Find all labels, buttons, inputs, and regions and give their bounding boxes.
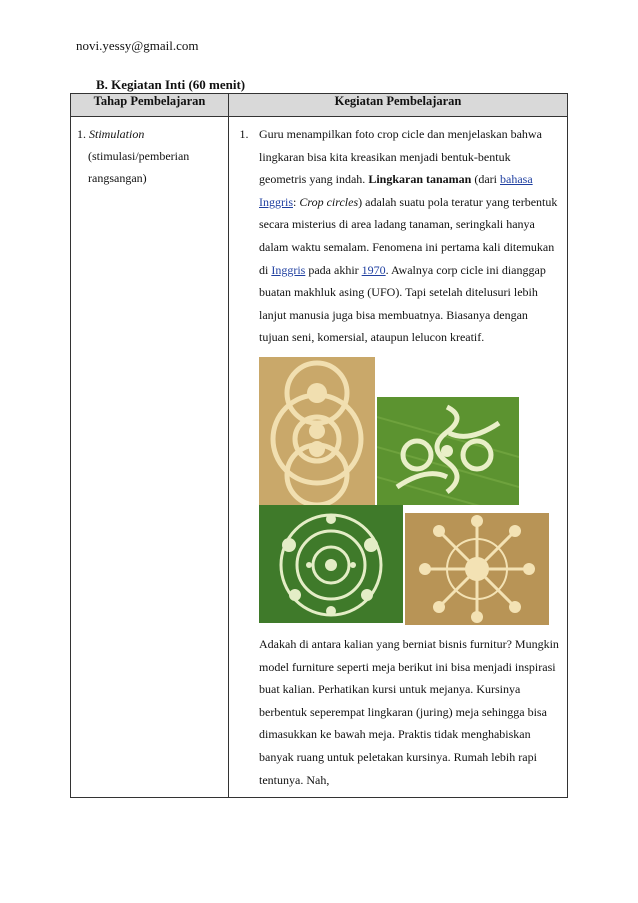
p1-text-a: Guru menampilkan foto crop cicle dan menjelaskan bahwa lingkaran bisa kita kreasikan menjadi bentuk-bentuk geometris yang indah. — [259, 127, 542, 187]
crop-circle-photo-4 — [405, 513, 549, 625]
activity-number: 1. — [239, 127, 249, 141]
crop-circle-photo-3 — [259, 505, 403, 623]
lesson-table — [70, 93, 568, 798]
link-bahasa-inggris[interactable]: bahasa Inggris — [259, 172, 533, 209]
section-title: B. Kegiatan Inti (60 menit) — [96, 77, 246, 92]
p1-text-d: ) adalah suatu pola teratur yang terbentuk secara misterius di area ladang tanaman, seringkali hanya dalam waktu semalam. Fenomena ini pertama kali ditemukan di — [259, 194, 558, 277]
activity-paragraph-2: Adakah di antara kalian yang berniat bisnis furnitur? Mungkin model furniture seperti meja berikut ini bisa menjadi inspirasi buat kalian. Perhatikan kursi untuk mejanya. Kursinya berbentuk seperempat lingkaran (juring) meja sehingga bisa dimasukkan ke bawah meja. Praktis tidak menghabiskan banyak ruang untuk peletakan kursinya. Rumah lebih rapi tentunya. Nah, — [259, 636, 559, 787]
activity-cell — [229, 117, 568, 798]
p1-text-b: (dari — [474, 172, 497, 187]
link-inggris[interactable]: Inggris — [271, 262, 306, 277]
p1-text-c: : — [293, 194, 297, 209]
header-stage: Tahap Pembelajaran — [71, 94, 229, 117]
header-activity: Kegiatan Pembelajaran — [229, 94, 568, 117]
stage-cell — [71, 117, 229, 798]
stage-desc-2: rangsangan) — [88, 171, 147, 185]
table-row — [71, 117, 568, 798]
crop-circle-photo-1 — [259, 357, 375, 505]
p1-text-e: pada akhir — [308, 262, 359, 277]
activity-paragraph-1 — [259, 123, 559, 349]
stage-name: Stimulation — [89, 127, 145, 141]
p1-text-f: . Awalnya corp cicle ini dianggap buatan makhluk asing (UFO). Tapi setelah ditelusuri lebih lanjut manusia juga bisa membuatnya. Biasanya dengan tujuan seni, komersial, ataupun lelucon kreatif. — [259, 262, 546, 345]
crop-circle-images — [259, 357, 559, 625]
crop-circle-photo-2 — [377, 397, 519, 505]
link-1970[interactable]: 1970 — [361, 262, 386, 277]
table-header-row — [71, 94, 568, 117]
author-email: novi.yessy@gmail.com — [76, 38, 199, 53]
p1-italic-term: Crop circles — [299, 194, 359, 209]
stage-number: 1. — [77, 127, 86, 141]
stage-desc-1: (stimulasi/pemberian — [88, 149, 190, 163]
p1-bold-term: Lingkaran tanaman — [368, 172, 472, 187]
